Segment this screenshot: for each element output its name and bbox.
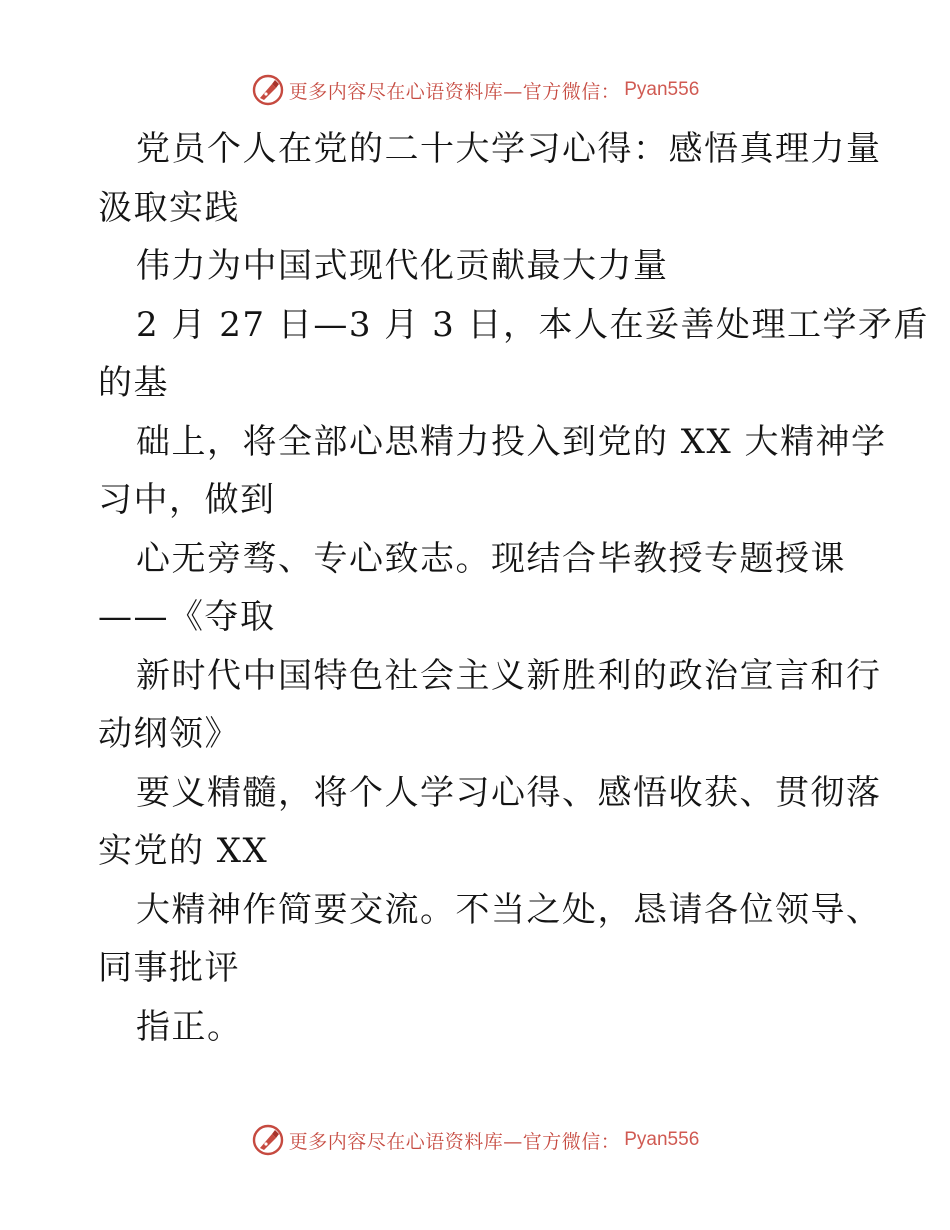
text-line: 心无旁骛、专心致志。现结合毕教授专题授课 [136,538,846,579]
banner-handle: Pyan556 [624,79,700,100]
footer-banner [0,1120,950,1160]
text-line: 伟力为中国式现代化贡献最大力量 [136,246,669,286]
text-line: 党员个人在党的二十大学习心得：感悟真理力量 [136,129,882,169]
text-line: 新时代中国特色社会主义新胜利的政治宣言和行 [136,655,882,696]
text-line: 要义精髓，将个人学习心得、感悟收获、贯彻落 [136,772,882,813]
banner-text: 更多内容尽在心语资料库—官方微信： [288,80,621,103]
text-line: 汲取实践 [98,187,240,228]
text-line: 同事批评 [98,948,240,988]
text-line: 实党的 XX [98,831,269,871]
header-banner [0,70,950,110]
document-body [98,120,930,1056]
banner-handle: Pyan556 [624,1129,700,1150]
text-line: 指正。 [136,1006,243,1047]
pen-nib-logo-icon [251,73,285,107]
text-line: 2 月 27 日—3 月 3 日，本人在妥善处理工学矛盾 [136,304,930,345]
text-line: 大精神作简要交流。不当之处，恳请各位领导、 [136,889,882,930]
banner-text: 更多内容尽在心语资料库—官方微信： [288,1130,621,1153]
pen-nib-logo-icon [251,1123,285,1157]
text-line: ——《夺取 [98,597,276,637]
text-line: 习中，做到 [98,480,276,520]
text-line: 的基 [98,363,169,403]
text-line: 动纲领》 [98,714,240,754]
text-line: 础上，将全部心思精力投入到党的 XX 大精神学 [136,421,887,462]
